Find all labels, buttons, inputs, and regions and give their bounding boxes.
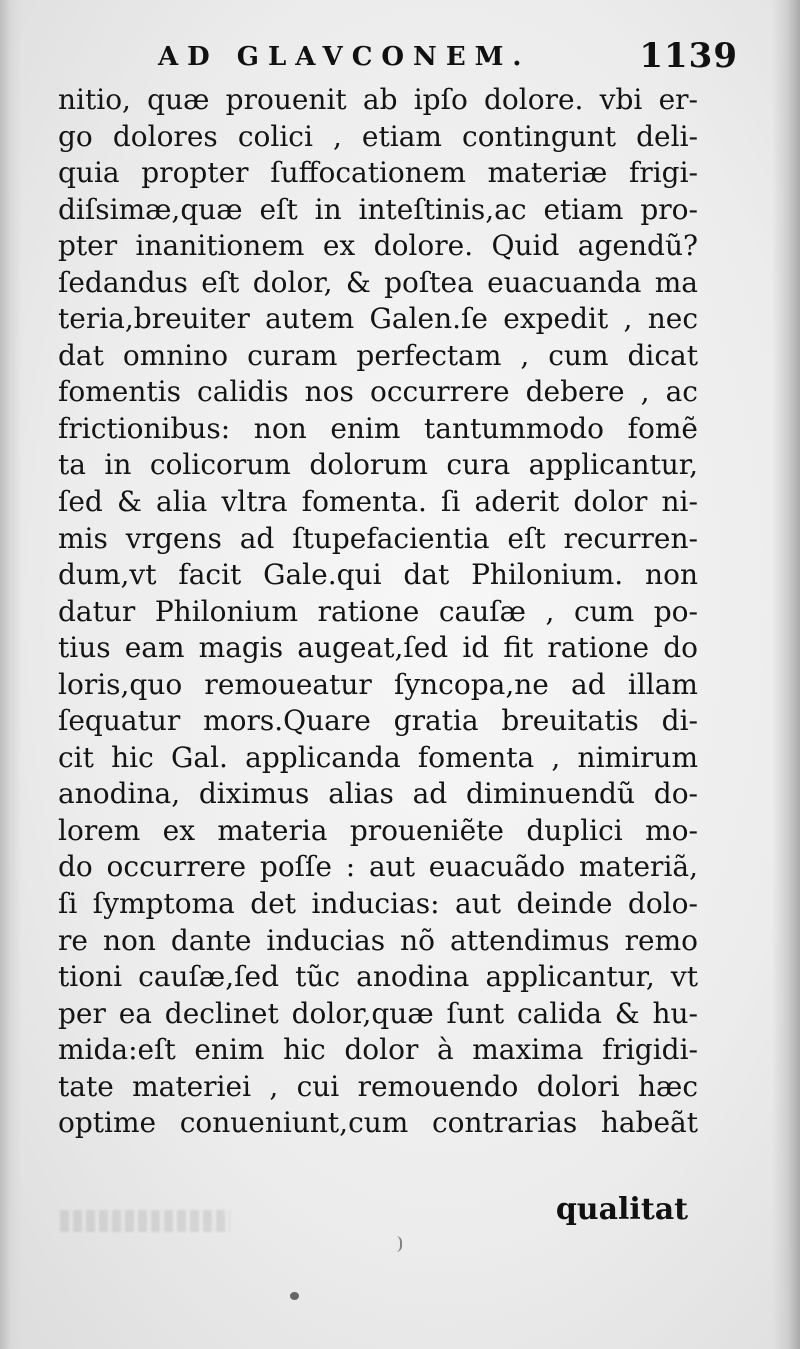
text-line: ta in colicorum dolorum cura applicantur, (58, 448, 699, 482)
running-title: AD GLAVCONEM. (158, 42, 531, 72)
ink-bleed-through (60, 1210, 230, 1232)
text-line: anodina, diximus alias ad diminuendũ do- (58, 777, 699, 811)
text-line: dat omnino curam perfectam , cum dicat (58, 338, 698, 372)
text-line: tius eam magis augeat,ſed id fit ratione do (58, 631, 699, 665)
text-line: loris,quo remoueatur ſyncopa,ne ad illam (58, 667, 698, 701)
text-line: go dolores colici , etiam contingunt deli- (58, 119, 698, 153)
page-left-shadow (0, 0, 22, 1349)
text-line: mis vrgens ad ſtupefacientia eſt recurren- (58, 521, 698, 555)
page-header (58, 36, 738, 86)
text-line: diſsimæ,quæ eſt in inteſtinis,ac etiam pro- (58, 192, 698, 226)
text-line: ſedandus eſt dolor, & poſtea euacuanda ma (58, 265, 699, 299)
text-line: frictionibus: non enim tantummodo fomẽ (58, 411, 698, 445)
text-line: quia propter ſuffocationem materiæ frigi- (58, 156, 699, 190)
text-line: teria,breuiter autem Galen.ſe expedit , nec (58, 302, 699, 336)
text-line: re non dante inducias nõ attendimus remo (58, 923, 699, 957)
page-number: 1139 (639, 36, 738, 76)
text-line: lorem ex materia proueniẽte duplici mo- (58, 813, 698, 847)
text-line: ſequatur mors.Quare gratia breuitatis di- (58, 704, 698, 738)
text-line: per ea declinet dolor,quæ ſunt calida & hu- (58, 996, 699, 1030)
text-line: tioni cauſæ,ſed tũc anodina applicantur, vt (58, 960, 698, 994)
body-text (58, 82, 698, 1142)
text-line: ſi ſymptoma det inducias: aut deinde dolo- (58, 887, 698, 921)
ink-mark (396, 1236, 402, 1252)
page-right-shadow (772, 0, 800, 1349)
text-line: datur Philonium ratione cauſæ , cum po- (58, 594, 698, 628)
text-line: do occurrere poſſe : aut euacuãdo materiã, (58, 850, 698, 884)
text-line: ſed & alia vltra fomenta. ſi aderit dolor ni- (58, 485, 698, 519)
text-line: pter inanitionem ex dolore. Quid agendũ? (58, 229, 698, 263)
text-line: dum,vt facit Gale.qui dat Philonium. non (58, 558, 698, 592)
text-line: optime conueniunt,cum contrarias habeãt (58, 1106, 698, 1140)
text-line: tate materiei , cui remouendo dolori hæc (58, 1069, 698, 1103)
text-line: fomentis calidis nos occurrere debere , ac (58, 375, 698, 409)
text-line: nitio, quæ prouenit ab ipſo dolore. vbi er- (58, 83, 698, 116)
text-line: mida:eſt enim hic dolor à maxima frigidi- (58, 1033, 699, 1067)
catchword: qualitat (555, 1192, 688, 1227)
text-line: cit hic Gal. applicanda fomenta , nimirum (58, 740, 699, 774)
ink-spot (290, 1292, 299, 1300)
